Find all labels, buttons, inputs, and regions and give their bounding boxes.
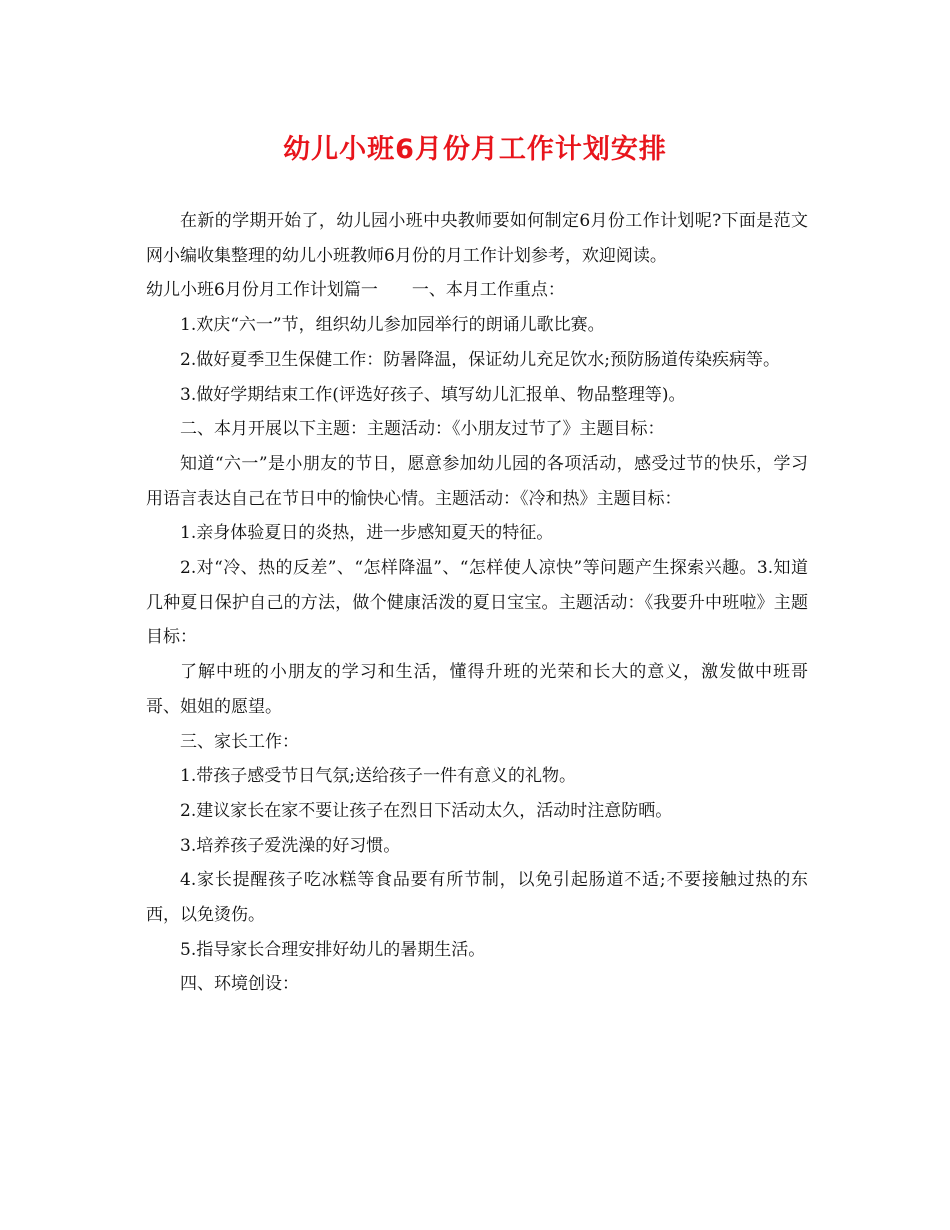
paragraph-item: 4.家长提醒孩子吃冰糕等食品要有所节制，以免引起肠道不适;不要接触过热的东西，以免烫伤。: [146, 870, 808, 926]
paragraph-item: 1.亲身体验夏日的炎热，进一步感知夏天的特征。: [180, 523, 554, 544]
paragraph-section-heading: 四、环境创设：: [180, 974, 299, 995]
paragraph-item: 1.欢庆“六一”节，组织幼儿参加园举行的朗诵儿歌比赛。: [180, 315, 605, 336]
paragraph-item: 3.培养孩子爱洗澡的好习惯。: [180, 835, 401, 856]
paragraph-section-heading: 二、本月开展以下主题：主题活动：《小朋友过节了》主题目标：: [180, 419, 665, 440]
paragraph-item: 5.指导家长合理安排好幼儿的暑期生活。: [180, 939, 486, 960]
paragraph-item: 了解中班的小朋友的学习和生活，懂得升班的光荣和长大的意义，激发做中班哥哥、姐姐的愿望。: [146, 662, 808, 717]
paragraph-intro: 在新的学期开始了，幼儿园小班中央教师要如何制定6月份工作计划呢?下面是范文网小编收集整理的幼儿小班教师6月份的月工作计划参考，欢迎阅读。: [146, 211, 808, 266]
paragraph-item: 3.做好学期结束工作(评选好孩子、填写幼儿汇报单、物品整理等)。: [180, 384, 686, 405]
paragraph-item: 2.对“冷、热的反差”、“怎样降温”、“怎样使人凉快”等问题产生探索兴趣。3.知道几种夏日保护自己的方法，做个健康活泼的夏日宝宝。主题活动：《我要升中班啦》主题目标：: [146, 558, 808, 648]
paragraph-item: 2.做好夏季卫生保健工作：防暑降温，保证幼儿充足饮水;预防肠道传染疾病等。: [180, 349, 780, 370]
paragraph-section-heading: 三、家长工作：: [180, 731, 299, 752]
paragraph-item: 1.带孩子感受节日气氛;送给孩子一件有意义的礼物。: [180, 766, 576, 787]
document-body: [146, 204, 808, 1002]
paragraph-section-one-heading: 幼儿小班6月份月工作计划篇一 一、本月工作重点：: [146, 280, 565, 301]
document-title: 幼儿小班6月份月工作计划安排: [283, 134, 667, 165]
paragraph-item: 知道“六一”是小朋友的节日，愿意参加幼儿园的各项活动，感受过节的快乐，学习用语言表达自己在节日中的愉快心情。主题活动：《冷和热》主题目标：: [146, 453, 808, 509]
paragraph-item: 2.建议家长在家不要让孩子在烈日下活动太久，活动时注意防晒。: [180, 800, 673, 821]
